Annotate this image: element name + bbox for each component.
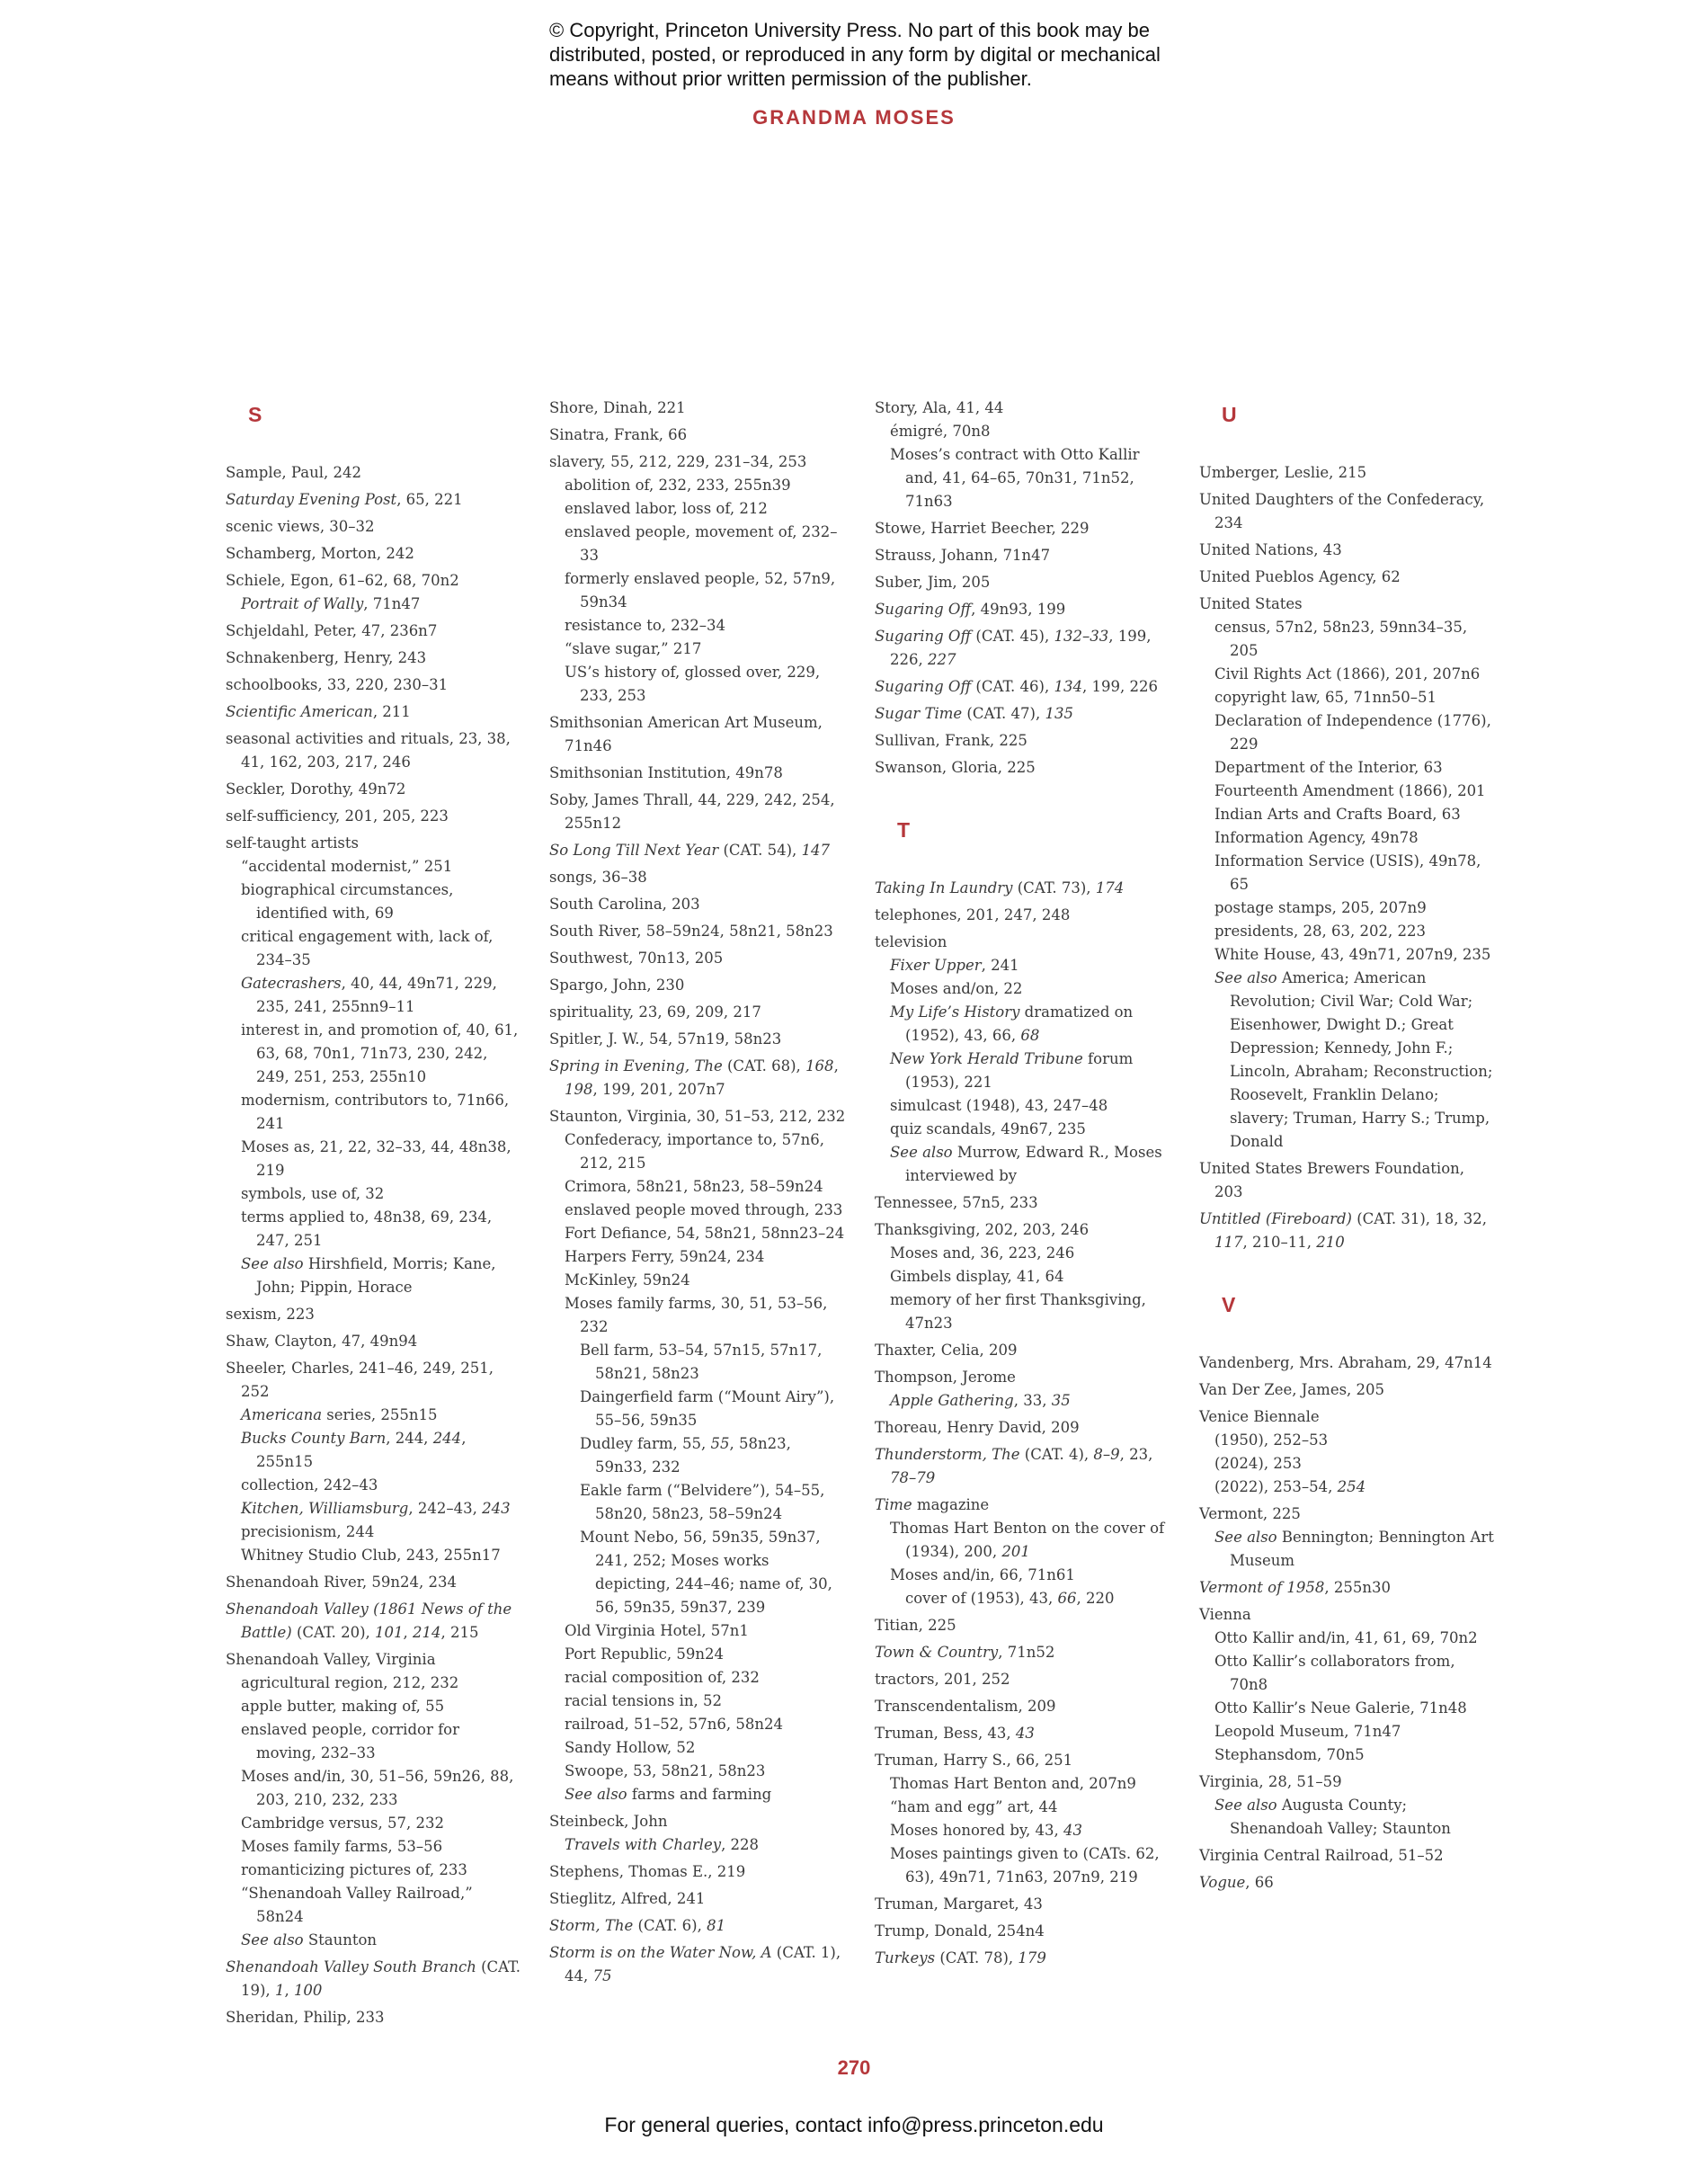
- index-subentry: See also Staunton: [241, 1931, 378, 1948]
- index-heading: Spitler, J. W., 54, 57n19, 58n23: [549, 1030, 782, 1048]
- index-heading: Schnakenberg, Henry, 243: [226, 649, 427, 666]
- copyright-notice: © Copyright, Princeton University Press. No part of this book may be distributed, posted, or reproduced in any form by digital or mechanical means without prior written permission of the publisher.: [549, 19, 1161, 90]
- index-entry: [875, 571, 1171, 594]
- index-entry: [549, 866, 846, 889]
- index-heading: Vogue, 66: [1199, 1874, 1274, 1891]
- index-subentry: Port Republic, 59n24: [565, 1645, 724, 1663]
- index-entry: [226, 569, 522, 616]
- index-entry: [226, 461, 522, 485]
- index-subentry: Stephansdom, 70n5: [1214, 1746, 1365, 1763]
- index-subentry: (2022), 253–54, 254: [1214, 1478, 1366, 1495]
- index-heading: Shenandoah Valley South Branch (CAT. 19), 1, 100: [226, 1958, 520, 1999]
- index-heading: slavery, 55, 212, 229, 231–34, 253: [549, 453, 807, 470]
- index-entry: [226, 515, 522, 539]
- index-subentry: Otto Kallir’s collaborators from, 70n8: [1214, 1653, 1455, 1693]
- index-entry: [1199, 1405, 1496, 1499]
- index-entry: [226, 488, 522, 512]
- index-subentry: modernism, contributors to, 71n66, 241: [241, 1092, 510, 1132]
- index-heading: Stowe, Harriet Beecher, 229: [875, 520, 1090, 537]
- index-entry: [549, 1001, 846, 1024]
- index-heading: Sheridan, Philip, 233: [226, 2009, 385, 2026]
- index-subentry: “ham and egg” art, 44: [890, 1798, 1058, 1815]
- index-entry: [549, 711, 846, 758]
- index-subentry: “accidental modernist,” 251: [241, 858, 453, 875]
- index-heading: Storm is on the Water Now, A (CAT. 1), 44, 75: [549, 1944, 841, 1984]
- index-heading: Thoreau, Henry David, 209: [875, 1419, 1080, 1436]
- index-subentry: Harpers Ferry, 59n24, 234: [565, 1248, 765, 1265]
- index-subentry: Mount Nebo, 56, 59n35, 59n37, 241, 252; Moses works depicting, 244–46; name of, 30, 56, 59n35, 59n37, 239: [580, 1529, 832, 1616]
- index-heading: tractors, 201, 252: [875, 1671, 1010, 1688]
- index-entry: [1199, 539, 1496, 562]
- index-heading: Stephens, Thomas E., 219: [549, 1863, 746, 1880]
- index-entry: [226, 542, 522, 566]
- index-entry: [226, 1303, 522, 1326]
- index-subentry: McKinley, 59n24: [565, 1271, 690, 1289]
- index-entry: [226, 1956, 522, 2002]
- index-heading: Sullivan, Frank, 225: [875, 732, 1027, 749]
- index-entry: [549, 1810, 846, 1857]
- index-subentry: Fixer Upper, 241: [890, 957, 1019, 974]
- index-heading: Sugaring Off (CAT. 45), 132–33, 199, 226, 227: [875, 628, 1152, 668]
- index-entry: [226, 727, 522, 774]
- index-heading: Sample, Paul, 242: [226, 464, 361, 481]
- index-entry: [1199, 566, 1496, 589]
- index-heading: Vermont of 1958, 255n30: [1199, 1579, 1392, 1596]
- index-heading: United States: [1199, 595, 1303, 612]
- index-subentry: Indian Arts and Crafts Board, 63: [1214, 806, 1461, 823]
- index-subentry: Cambridge versus, 57, 232: [241, 1815, 444, 1832]
- index-entry: [226, 1598, 522, 1645]
- index-entry: [226, 1357, 522, 1567]
- index-heading: Vandenberg, Mrs. Abraham, 29, 47n14: [1199, 1354, 1492, 1371]
- index-entry: [1199, 1576, 1496, 1600]
- index-subentry: Moses and/in, 30, 51–56, 59n26, 88, 203, 210, 232, 233: [241, 1768, 514, 1808]
- index-heading: songs, 36–38: [549, 869, 647, 886]
- index-entry: [226, 1571, 522, 1594]
- index-entry: [549, 974, 846, 997]
- index-heading: Trump, Donald, 254n4: [875, 1922, 1045, 1940]
- index-heading: Virginia Central Railroad, 51–52: [1199, 1847, 1444, 1864]
- index-subentry: Moses and/in, 66, 71n61: [890, 1566, 1075, 1583]
- index-subentry: See also farms and farming: [565, 1786, 772, 1803]
- index-heading: Shore, Dinah, 221: [549, 399, 686, 416]
- index-subentry: Daingerfield farm (“Mount Airy”), 55–56, 59n35: [580, 1388, 835, 1429]
- index-subentry: census, 57n2, 58n23, 59nn34–35, 205: [1214, 619, 1468, 659]
- index-heading: Schamberg, Morton, 242: [226, 545, 414, 562]
- index-heading: Shenandoah River, 59n24, 234: [226, 1574, 457, 1591]
- index-subentry: Thomas Hart Benton on the cover of (1934), 200, 201: [890, 1520, 1165, 1560]
- index-column-4: [1199, 397, 1496, 1898]
- index-subentry: My Life’s History dramatized on (1952), 43, 66, 68: [890, 1003, 1134, 1044]
- index-entry: [549, 397, 846, 420]
- index-subentry: Thomas Hart Benton and, 207n9: [890, 1775, 1136, 1792]
- index-subentry: railroad, 51–52, 57n6, 58n24: [565, 1716, 783, 1733]
- index-heading: Taking In Laundry (CAT. 73), 174: [875, 879, 1125, 896]
- index-entry: [875, 904, 1171, 927]
- index-subentry: émigré, 70n8: [890, 423, 991, 440]
- index-entry: [549, 1860, 846, 1884]
- index-heading: Suber, Jim, 205: [875, 574, 991, 591]
- index-entry: [875, 1443, 1171, 1490]
- index-subentry: (1950), 252–53: [1214, 1431, 1329, 1449]
- index-subentry: Declaration of Independence (1776), 229: [1214, 712, 1491, 753]
- index-entry: [549, 1887, 846, 1911]
- index-subentry: enslaved people, corridor for moving, 232–33: [241, 1721, 460, 1761]
- index-entry: [226, 700, 522, 724]
- index-entry: [875, 1749, 1171, 1889]
- index-entry: [875, 1191, 1171, 1215]
- section-letter: S: [248, 403, 262, 426]
- index-entry: [549, 1028, 846, 1051]
- index-entry: [875, 702, 1171, 726]
- index-subentry: formerly enslaved people, 52, 57n9, 59n34: [565, 570, 836, 611]
- index-entry: [875, 1668, 1171, 1691]
- index-heading: Spring in Evening, The (CAT. 68), 168, 198, 199, 201, 207n7: [549, 1057, 839, 1098]
- index-heading: Untitled (Fireboard) (CAT. 31), 18, 32, 117, 210–11, 210: [1199, 1210, 1488, 1251]
- running-head: GRANDMA MOSES: [752, 106, 956, 129]
- index-subentry: postage stamps, 205, 207n9: [1214, 899, 1427, 916]
- index-subentry: racial tensions in, 52: [565, 1692, 723, 1709]
- index-heading: seasonal activities and rituals, 23, 38, 41, 162, 203, 217, 246: [226, 730, 511, 771]
- index-entry: [1199, 1871, 1496, 1895]
- index-entry: [549, 789, 846, 835]
- index-entry: [226, 620, 522, 643]
- index-subentry: romanticizing pictures of, 233: [241, 1861, 467, 1878]
- index-heading: Van Der Zee, James, 205: [1199, 1381, 1385, 1398]
- index-entry: [875, 1947, 1171, 1970]
- index-subentry: Portrait of Wally, 71n47: [241, 595, 421, 612]
- index-entry: [875, 517, 1171, 540]
- index-subentry: Moses as, 21, 22, 32–33, 44, 48n38, 219: [241, 1138, 512, 1179]
- index-entry: [549, 947, 846, 970]
- index-entry: [875, 675, 1171, 699]
- index-entry: [226, 673, 522, 697]
- index-entry: [875, 1722, 1171, 1745]
- index-subentry: See also Murrow, Edward R., Moses interviewed by: [890, 1144, 1162, 1184]
- index-heading: United Pueblos Agency, 62: [1199, 568, 1401, 585]
- index-subentry: Fort Defiance, 54, 58n21, 58nn23–24: [565, 1225, 845, 1242]
- index-subentry: enslaved labor, loss of, 212: [565, 500, 768, 517]
- index-heading: Scientific American, 211: [226, 703, 411, 720]
- section-letter: T: [897, 818, 911, 842]
- index-subentry: critical engagement with, lack of, 234–35: [241, 928, 494, 968]
- index-subentry: apple butter, making of, 55: [241, 1698, 445, 1715]
- index-heading: sexism, 223: [226, 1306, 315, 1323]
- index-column-3: [875, 397, 1171, 1974]
- index-entry: [875, 598, 1171, 621]
- index-subentry: enslaved people, movement of, 232–33: [565, 523, 838, 564]
- index-subentry: Information Agency, 49n78: [1214, 829, 1419, 846]
- index-subentry: Otto Kallir’s Neue Galerie, 71n48: [1214, 1699, 1467, 1717]
- index-entry: [875, 1614, 1171, 1637]
- index-subentry: agricultural region, 212, 232: [241, 1674, 459, 1691]
- index-subentry: Crimora, 58n21, 58n23, 58–59n24: [565, 1178, 823, 1195]
- section-letter: U: [1222, 403, 1237, 426]
- index-subentry: Fourteenth Amendment (1866), 201: [1214, 782, 1486, 799]
- index-entry: [1199, 461, 1496, 485]
- index-subentry: White House, 43, 49n71, 207n9, 235: [1214, 946, 1491, 963]
- index-subentry: cover of (1953), 43, 66, 220: [905, 1590, 1115, 1607]
- index-heading: scenic views, 30–32: [226, 518, 375, 535]
- index-subentry: Dudley farm, 55, 55, 58n23, 59n33, 232: [580, 1435, 791, 1476]
- index-subentry: Department of the Interior, 63: [1214, 759, 1443, 776]
- index-entry: [549, 839, 846, 862]
- index-heading: Stieglitz, Alfred, 241: [549, 1890, 706, 1907]
- index-entry: [549, 920, 846, 943]
- index-heading: Truman, Margaret, 43: [875, 1895, 1043, 1913]
- index-entry: [1199, 1378, 1496, 1402]
- index-entry: [875, 397, 1171, 513]
- index-heading: United Nations, 43: [1199, 541, 1342, 558]
- index-entry: [1199, 488, 1496, 535]
- index-heading: Thaxter, Celia, 209: [875, 1342, 1018, 1359]
- index-heading: Story, Ala, 41, 44: [875, 399, 1004, 416]
- index-heading: self-taught artists: [226, 834, 359, 852]
- index-heading: Shenandoah Valley, Virginia: [226, 1651, 436, 1668]
- index-entry: [226, 647, 522, 670]
- index-entry: [875, 931, 1171, 1188]
- index-subentry: Bucks County Barn, 244, 244, 255n15: [241, 1430, 467, 1470]
- index-subentry: Confederacy, importance to, 57n6, 212, 215: [565, 1131, 825, 1172]
- index-heading: Vermont, 225: [1199, 1505, 1301, 1522]
- index-heading: Truman, Harry S., 66, 251: [875, 1752, 1073, 1769]
- index-entry: [226, 805, 522, 828]
- index-column-2: [549, 397, 846, 1992]
- index-subentry: Leopold Museum, 71n47: [1214, 1723, 1401, 1740]
- index-heading: spirituality, 23, 69, 209, 217: [549, 1003, 761, 1021]
- index-subentry: memory of her first Thanksgiving, 47n23: [890, 1291, 1146, 1332]
- index-entry: [549, 1914, 846, 1938]
- index-subentry: Moses honored by, 43, 43: [890, 1822, 1083, 1839]
- index-entry: [875, 756, 1171, 780]
- index-entry: [549, 424, 846, 447]
- index-entry: [875, 625, 1171, 672]
- index-entry: [875, 1416, 1171, 1440]
- index-subentry: Gimbels display, 41, 64: [890, 1268, 1064, 1285]
- index-subentry: Sandy Hollow, 52: [565, 1739, 696, 1756]
- index-heading: Tennessee, 57n5, 233: [875, 1194, 1038, 1211]
- index-entry: [226, 1330, 522, 1353]
- index-heading: Shenandoah Valley (1861 News of the Battle) (CAT. 20), 101, 214, 215: [226, 1601, 512, 1641]
- index-subentry: See also America; American Revolution; Civil War; Cold War; Eisenhower, Dwight D.; Great Depression; Kennedy, John F.; Lincoln, Abraham; Reconstruction; Roosevelt, Franklin Delano; slavery; Truman, Harry S.; Trump, Donald: [1214, 969, 1493, 1150]
- index-entry: [549, 1941, 846, 1988]
- index-subentry: “Shenandoah Valley Railroad,” 58n24: [241, 1885, 473, 1925]
- index-heading: Titian, 225: [875, 1617, 956, 1634]
- index-entry: [549, 893, 846, 916]
- index-heading: Thunderstorm, The (CAT. 4), 8–9, 23, 78–79: [875, 1446, 1153, 1486]
- index-heading: United States Brewers Foundation, 203: [1199, 1160, 1465, 1200]
- index-subentry: precisionism, 244: [241, 1523, 375, 1540]
- page-number: 270: [837, 2056, 871, 2079]
- index-heading: Truman, Bess, 43, 43: [875, 1725, 1035, 1742]
- index-heading: Turkeys (CAT. 78), 179: [875, 1949, 1046, 1966]
- index-entry: [875, 877, 1171, 900]
- index-heading: South Carolina, 203: [549, 896, 700, 913]
- index-heading: Staunton, Virginia, 30, 51–53, 212, 232: [549, 1108, 846, 1125]
- index-subentry: US’s history of, glossed over, 229, 233, 253: [565, 664, 821, 704]
- index-entry: [875, 1339, 1171, 1362]
- index-entry: [549, 1055, 846, 1101]
- index-heading: schoolbooks, 33, 220, 230–31: [226, 676, 449, 693]
- index-heading: Thanksgiving, 202, 203, 246: [875, 1221, 1090, 1238]
- index-subentry: presidents, 28, 63, 202, 223: [1214, 923, 1426, 940]
- index-heading: Saturday Evening Post, 65, 221: [226, 491, 463, 508]
- index-heading: Virginia, 28, 51–59: [1199, 1773, 1342, 1790]
- index-entry: [1199, 1503, 1496, 1573]
- index-subentry: New York Herald Tribune forum (1953), 221: [890, 1050, 1134, 1091]
- index-entry: [1199, 1157, 1496, 1204]
- index-heading: Smithsonian American Art Museum, 71n46: [549, 714, 823, 754]
- index-entry: [875, 1920, 1171, 1943]
- index-subentry: Travels with Charley, 228: [565, 1836, 760, 1853]
- index-heading: Sugar Time (CAT. 47), 135: [875, 705, 1073, 722]
- index-subentry: Eakle farm (“Belvidere”), 54–55, 58n20, 58n23, 58–59n24: [580, 1482, 825, 1522]
- index-heading: Steinbeck, John: [549, 1813, 668, 1830]
- index-heading: Sugaring Off, 49n93, 199: [875, 601, 1066, 618]
- index-entry: [1199, 1844, 1496, 1868]
- index-subentry: Moses and, 36, 223, 246: [890, 1244, 1075, 1262]
- index-subentry: copyright law, 65, 71nn50–51: [1214, 689, 1437, 706]
- index-subentry: Kitchen, Williamsburg, 242–43, 243: [241, 1500, 511, 1517]
- index-entry: [226, 778, 522, 801]
- index-subentry: interest in, and promotion of, 40, 61, 63, 68, 70n1, 71n73, 230, 242, 249, 251, 253, 255n10: [241, 1021, 519, 1085]
- index-subentry: Moses paintings given to (CATs. 62, 63), 49n71, 71n63, 207n9, 219: [890, 1845, 1160, 1886]
- index-heading: Soby, James Thrall, 44, 229, 242, 254, 255n12: [549, 791, 835, 832]
- section-letter: V: [1222, 1293, 1236, 1316]
- index-subentry: Swoope, 53, 58n21, 58n23: [565, 1762, 766, 1779]
- index-heading: Venice Biennale: [1199, 1408, 1320, 1425]
- index-heading: Umberger, Leslie, 215: [1199, 464, 1367, 481]
- index-heading: Strauss, Johann, 71n47: [875, 547, 1051, 564]
- index-heading: television: [875, 933, 947, 950]
- index-heading: Seckler, Dorothy, 49n72: [226, 780, 406, 798]
- index-heading: Sinatra, Frank, 66: [549, 426, 688, 443]
- index-heading: United Daughters of the Confederacy, 234: [1199, 491, 1485, 531]
- index-entry: [226, 1648, 522, 1952]
- index-heading: Shaw, Clayton, 47, 49n94: [226, 1333, 418, 1350]
- index-subentry: abolition of, 232, 233, 255n39: [565, 477, 791, 494]
- index-entry: [875, 1641, 1171, 1664]
- index-subentry: symbols, use of, 32: [241, 1185, 385, 1202]
- index-heading: Vienna: [1199, 1606, 1251, 1623]
- index-heading: Smithsonian Institution, 49n78: [549, 764, 783, 781]
- index-heading: Storm, The (CAT. 6), 81: [549, 1917, 726, 1934]
- index-subentry: Moses family farms, 53–56: [241, 1838, 443, 1855]
- index-subentry: enslaved people moved through, 233: [565, 1201, 843, 1218]
- index-heading: Sugaring Off (CAT. 46), 134, 199, 226: [875, 678, 1158, 695]
- index-entry: [226, 2006, 522, 2029]
- index-subentry: Apple Gathering, 33, 35: [890, 1392, 1071, 1409]
- index-entry: [549, 1105, 846, 1806]
- index-heading: Spargo, John, 230: [549, 976, 685, 994]
- index-subentry: Bell farm, 53–54, 57n15, 57n17, 58n21, 58n23: [580, 1342, 823, 1382]
- index-entry: [226, 832, 522, 1299]
- index-heading: Schiele, Egon, 61–62, 68, 70n2: [226, 572, 459, 589]
- index-heading: South River, 58–59n24, 58n21, 58n23: [549, 923, 833, 940]
- index-column-1: [226, 397, 522, 2033]
- index-subentry: quiz scandals, 49n67, 235: [890, 1120, 1086, 1137]
- index-subentry: collection, 242–43: [241, 1476, 378, 1494]
- index-heading: Transcendentalism, 209: [875, 1698, 1056, 1715]
- index-heading: Time magazine: [875, 1496, 990, 1513]
- index-subentry: Gatecrashers, 40, 44, 49n71, 229, 235, 241, 255nn9–11: [241, 975, 497, 1015]
- index-heading: Sheeler, Charles, 241–46, 249, 251, 252: [226, 1360, 494, 1400]
- index-subentry: resistance to, 232–34: [565, 617, 726, 634]
- index-heading: Schjeldahl, Peter, 47, 236n7: [226, 622, 438, 639]
- index-heading: So Long Till Next Year (CAT. 54), 147: [549, 842, 831, 859]
- index-subentry: terms applied to, 48n38, 69, 234, 247, 251: [241, 1208, 493, 1249]
- index-entry: [1199, 1603, 1496, 1767]
- index-entry: [875, 729, 1171, 753]
- index-entry: [875, 1366, 1171, 1413]
- index-entry: [875, 1695, 1171, 1718]
- index-subentry: Moses family farms, 30, 51, 53–56, 232: [565, 1295, 828, 1335]
- index-subentry: See also Bennington; Bennington Art Museum: [1214, 1529, 1494, 1569]
- index-subentry: See also Hirshfield, Morris; Kane, John; Pippin, Horace: [241, 1255, 496, 1296]
- index-subentry: Civil Rights Act (1866), 201, 207n6: [1214, 665, 1481, 682]
- index-heading: telephones, 201, 247, 248: [875, 906, 1071, 923]
- index-entry: [549, 450, 846, 708]
- index-subentry: “slave sugar,” 217: [565, 640, 702, 657]
- index-entry: [875, 1218, 1171, 1335]
- index-heading: Thompson, Jerome: [875, 1369, 1016, 1386]
- index-subentry: Moses’s contract with Otto Kallir and, 41, 64–65, 70n31, 71n52, 71n63: [890, 446, 1140, 510]
- index-heading: self-sufficiency, 201, 205, 223: [226, 807, 449, 825]
- index-subentry: Whitney Studio Club, 243, 255n17: [241, 1547, 501, 1564]
- index-heading: Southwest, 70n13, 205: [549, 950, 724, 967]
- index-subentry: Americana series, 255n15: [241, 1406, 438, 1423]
- index-entry: [1199, 593, 1496, 1154]
- index-subentry: simulcast (1948), 43, 247–48: [890, 1097, 1108, 1114]
- index-subentry: biographical circumstances, identified with, 69: [241, 881, 454, 922]
- index-subentry: racial composition of, 232: [565, 1669, 760, 1686]
- index-entry: [875, 1494, 1171, 1610]
- index-heading: Town & Country, 71n52: [875, 1644, 1055, 1661]
- index-entry: [1199, 1208, 1496, 1254]
- index-entry: [875, 544, 1171, 567]
- index-subentry: Moses and/on, 22: [890, 980, 1023, 997]
- index-subentry: Information Service (USIS), 49n78, 65: [1214, 852, 1481, 893]
- index-subentry: See also Augusta County; Shenandoah Valley; Staunton: [1214, 1797, 1451, 1837]
- index-entry: [1199, 1351, 1496, 1375]
- index-heading: Swanson, Gloria, 225: [875, 759, 1036, 776]
- index-entry: [1199, 1770, 1496, 1841]
- index-subentry: Old Virginia Hotel, 57n1: [565, 1622, 749, 1639]
- index-subentry: Otto Kallir and/in, 41, 61, 69, 70n2: [1214, 1629, 1478, 1646]
- index-entry: [875, 1893, 1171, 1916]
- index-entry: [549, 762, 846, 785]
- index-subentry: (2024), 253: [1214, 1455, 1302, 1472]
- contact-footer: For general queries, contact info@press.princeton.edu: [604, 2113, 1104, 2136]
